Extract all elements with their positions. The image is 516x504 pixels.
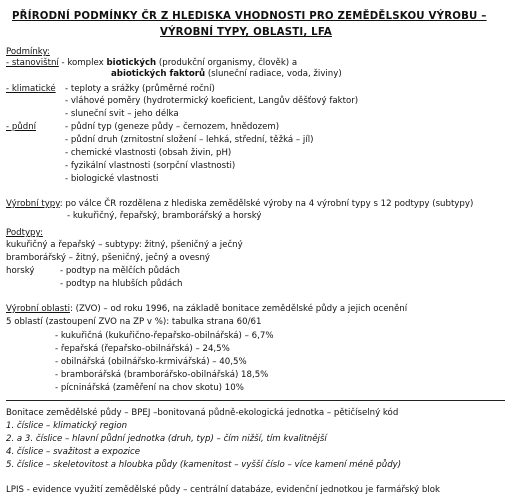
pudni-item-2: - půdní druh (zrnitostní složení – lehká, střední, těžká – jíl) [65, 135, 314, 145]
stanovistni-row-2 [111, 69, 342, 80]
lpis-text: - evidence využití zemědělské půdy – centrální databáze, evidenční jednotkou je farmářský blok [23, 485, 440, 495]
bonitace-item-1: 1. číslice – klimatický region [6, 421, 128, 431]
vyrobni-oblasti-count: 5 oblastí (zastoupení ZVO na ZP v %): tabulka strana 60/61 [6, 317, 262, 327]
klimaticke-item-1: - teploty a srážky (průměrné roční) [65, 84, 215, 94]
vyrobni-oblasti-row [6, 304, 407, 315]
vyrobni-typy-text: : po válce ČR rozdělena z hlediska zemědělské výroby na 4 výrobní typy s 12 podtypy (subtypy) [59, 199, 474, 209]
pudni-item-4: - fyzikální vlastnosti (sorpční vlastnosti) [65, 161, 236, 171]
page-title-line2: VÝROBNÍ TYPY, OBLASTI, LFA [160, 27, 332, 38]
lpis-label: LPIS [6, 485, 24, 495]
podtypy-row-1: kukuřičný a řepařský – subtypy: žitný, pšeničný a ječný [6, 240, 243, 250]
page-title-line1: PŘÍRODNÍ PODMÍNKY ČR Z HLEDISKA VHODNOSTI PRO ZEMĚDĚLSKOU VÝROBU – [12, 11, 487, 22]
klimaticke-item-3: - sluneční svit – jeho délka [65, 109, 179, 119]
horsky-item-2: - podtyp na hlubších půdách [60, 279, 183, 289]
bonitace-item-3: 4. číslice – svažitost a expozice [6, 447, 140, 457]
stanovistni-label: - stanovištní [6, 58, 59, 68]
bonitace-item-2: 2. a 3. číslice – hlavní půdní jednotka (druh, typ) – čím nižší, tím kvalitnější [6, 434, 327, 444]
oblast-item-4: - bramborářská (bramborářsko-obilnářská) 18,5% [55, 370, 269, 380]
vyrobni-oblasti-label: Výrobní oblasti [6, 304, 70, 314]
stanovistni-text-post: (produkční organismy, člověk) a [156, 58, 298, 68]
oblast-item-5: - pícninářská (zaměření na chov skotu) 10% [55, 383, 244, 393]
podtypy-heading: Podtypy: [6, 228, 43, 238]
pudni-item-1: - půdní typ (geneze půdy – černozem, hnědozem) [65, 122, 280, 132]
pudni-label: - půdní [6, 122, 37, 132]
lpis-row [6, 485, 440, 496]
bonitace-line: Bonitace zemědělské půdy – BPEJ –bonitovaná půdně-ekologická jednotka – pětičíselný kód [6, 408, 399, 418]
stanovistni-abiotic: abiotických faktorů [111, 69, 206, 79]
horsky-label: horský [6, 266, 35, 276]
section-divider [6, 400, 505, 401]
klimaticke-label: - klimatické [6, 84, 56, 94]
oblast-item-3: - obilnářská (obilnářsko-krmivářská) – 40,5% [55, 357, 247, 367]
oblast-item-1: - kukuřičná (kukuřično-řepařsko-obilnářská) – 6,7% [55, 331, 274, 341]
stanovistni-row [6, 58, 297, 69]
oblast-item-2: - řepařská (řepařsko-obilnářská) – 24,5% [55, 344, 230, 354]
vyrobni-typy-list: - kukuřičný, řepařský, bramborářský a horský [67, 211, 262, 221]
podminky-heading: Podmínky: [6, 47, 50, 57]
vyrobni-oblasti-text: : (ZVO) – od roku 1996, na základě bonitace zemědělské půdy a jejich ocenění [69, 304, 408, 314]
stanovistni-text-pre: - komplex [58, 58, 107, 68]
pudni-item-3: - chemické vlastnosti (obsah živin, pH) [65, 148, 232, 158]
stanovistni-text2-post: (sluneční radiace, voda, živiny) [205, 69, 342, 79]
pudni-item-5: - biologické vlastnosti [65, 174, 159, 184]
vyrobni-typy-row [6, 199, 473, 210]
bonitace-item-4: 5. číslice – skeletovitost a hloubka půdy (kamenitost – vyšší číslo – více kamení méně půdy) [6, 460, 402, 470]
podtypy-row-2: bramborářský – žitný, pšeničný, ječný a ovesný [6, 253, 211, 263]
vyrobni-typy-label: Výrobní typy [6, 199, 60, 209]
stanovistni-biotic: biotických [106, 58, 157, 68]
horsky-item-1: - podtyp na mělčích půdách [60, 266, 180, 276]
klimaticke-item-2: - vláhové poměry (hydrotermický koeficient, Langův děšťový faktor) [65, 96, 359, 106]
